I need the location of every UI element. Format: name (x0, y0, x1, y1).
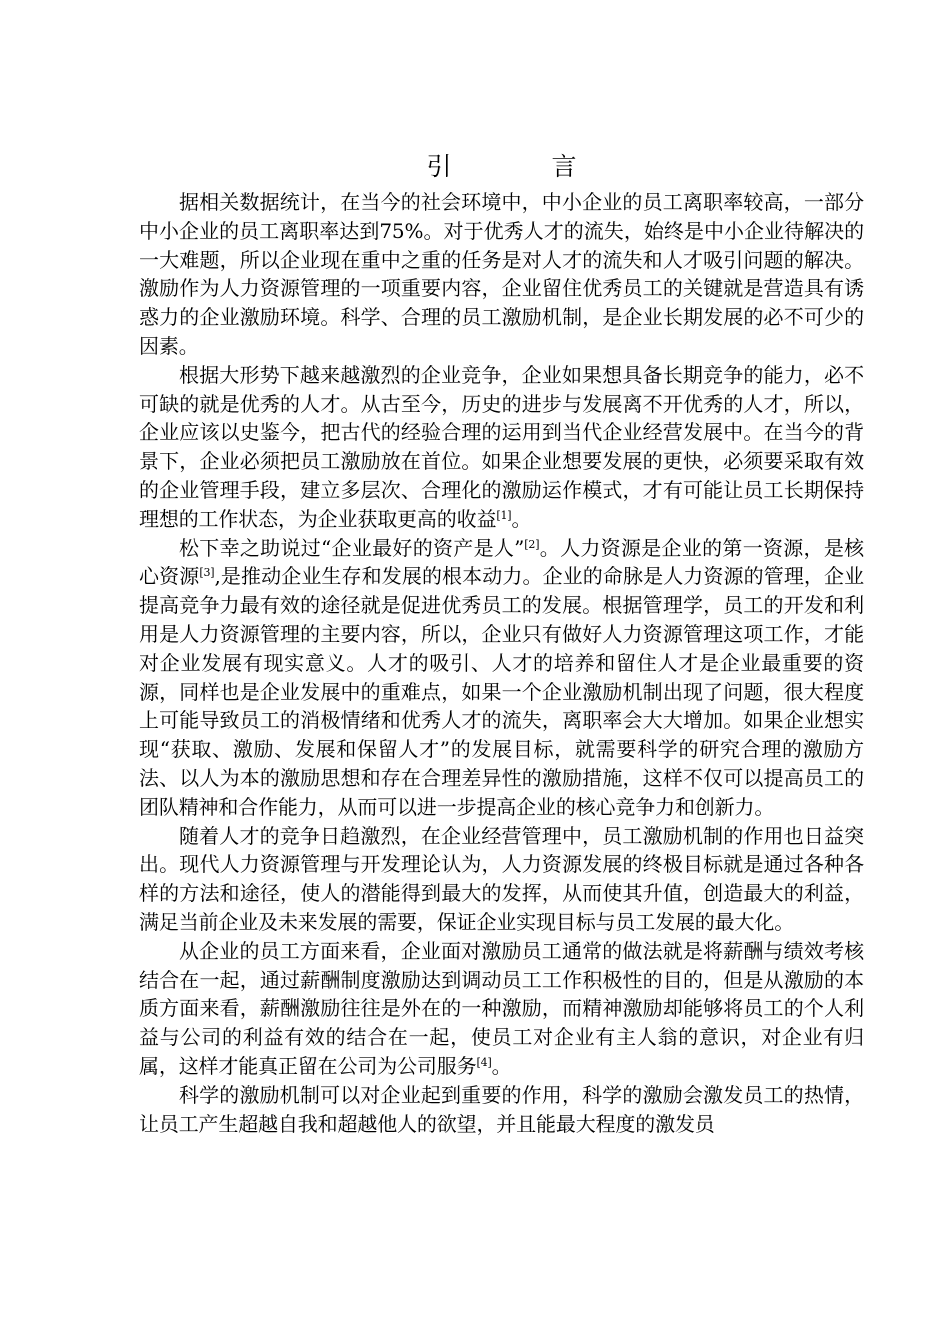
citation-ref: [4] (476, 1055, 492, 1069)
paragraph-text: 松下幸之助说过“企业最好的资产是人” (179, 535, 525, 560)
body-paragraph (139, 822, 864, 937)
document-body (139, 146, 864, 1138)
paragraph-text: 从企业的员工方面来看，企业面对激励员工通常的做法就是将薪酬与绩效考核结合在一起，通过薪酬制度激励达到调动员工工作积极性的目的，但是从激励的本质方面来看，薪酬激励往往是外在的一种激励，而精神激励却能够将员工的个人利益与公司的利益有效的结合在一起，使员工对企业有主人翁的意识，对企业有归属，这样才能真正留在公司为公司服务 (139, 938, 864, 1078)
body-paragraph (139, 937, 864, 1081)
paragraph-text: 。 (511, 506, 532, 531)
paragraph-text: 随着人才的竞争日趋激烈，在企业经营管理中，员工激励机制的作用也日益突出。现代人力资源管理与开发理论认为，人力资源发展的终极目标就是通过各种各样的方法和途径，使人的潜能得到最大的发挥，从而使其升值，创造最大的利益，满足当前企业及未来发展的需要，保证企业实现目标与员工发展的最大化。 (139, 823, 864, 934)
paragraph-text: 。 (491, 1053, 512, 1078)
paragraph-text: ,是推动企业生存和发展的根本动力。企业的命脉是人力资源的管理，企业提高竞争力最有效的途径就是促进优秀员工的发展。根据管理学，员工的开发和利用是人力资源管理的主要内容，所以，企业只有做好人力资源管理这项工作，才能对企业发展有现实意义。人才的吸引、人才的培养和留住人才是企业最重要的资源，同样也是企业发展中的重难点，如果一个企业激励机制出现了问题，很大程度上可能导致员工的消极情绪和优秀人才的流失，离职率会大大增加。如果企业想实现“获取、激励、发展和保留人才”的发展目标，就需要科学的研究合理的激励方法、以人为本的激励思想和存在合理差异性的激励措施，这样不仅可以提高员工的团队精神和合作能力，从而可以进一步提高企业的核心竞争力和创新力。 (139, 564, 864, 819)
body-paragraph (139, 188, 864, 361)
body-paragraph (139, 361, 864, 534)
citation-ref: [3] (199, 566, 215, 580)
paragraph-text: 科学的激励机制可以对企业起到重要的作用，科学的激励会激发员工的热情，让员工产生超越自我和超越他人的欲望，并且能最大程度的激发员 (139, 1082, 864, 1136)
paragraph-text: 据相关数据统计，在当今的社会环境中，中小企业的员工离职率较高，一部分中小企业的员工离职率达到75%。对于优秀人才的流失，始终是中小企业待解决的一大难题，所以企业现在重中之重的任务是对人才的流失和人才吸引问题的解决。激励作为人力资源管理的一项重要内容，企业留住优秀员工的关键就是营造具有诱惑力的企业激励环境。科学、合理的员工激励机制，是企业长期发展的必不可少的因素。 (139, 190, 864, 358)
body-paragraph (139, 1081, 864, 1139)
paragraph-text: 。人力资源是企业的第一资源，是核心资源 (139, 535, 864, 589)
section-title: 引 言 (426, 152, 623, 181)
body-paragraph (139, 534, 864, 822)
paragraph-text: 根据大形势下越来越激烈的企业竞争，企业如果想具备长期竞争的能力，必不可缺的就是优秀的人才。从古至今，历史的进步与发展离不开优秀的人才，所以，企业应该以史鉴今，把古代的经验合理的运用到当代企业经营发展中。在当今的背景下，企业必须把员工激励放在首位。如果企业想要发展的更快，必须要采取有效的企业管理手段，建立多层次、合理化的激励运作模式，才有可能让员工长期保持理想的工作状态，为企业获取更高的收益 (139, 362, 864, 531)
citation-ref: [1] (496, 508, 512, 522)
citation-ref: [2] (524, 537, 540, 551)
paragraph-list (139, 188, 864, 1138)
